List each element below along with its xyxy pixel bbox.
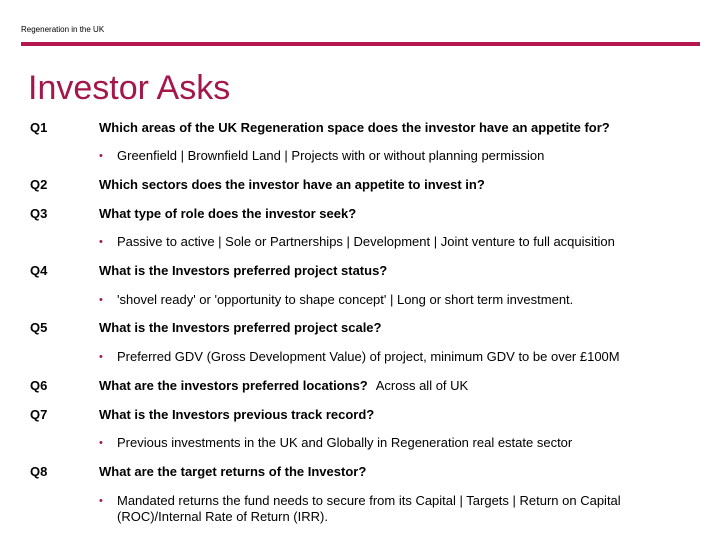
bullet-icon: •	[99, 236, 103, 248]
bullet-icon: •	[99, 437, 103, 449]
answer-text: 'shovel ready' or 'opportunity to shape concept' | Long or short term investment.	[117, 292, 574, 307]
page-title: Investor Asks	[28, 69, 231, 107]
question-number: Q6	[30, 378, 48, 393]
section-label: Regeneration in the UK	[21, 25, 105, 34]
answer-text: Greenfield | Brownfield Land | Projects with or without planning permission	[117, 148, 545, 163]
answer-q7	[99, 435, 699, 451]
answer-text: Passive to active | Sole or Partnerships | Development | Joint venture to full acquisition	[117, 234, 615, 249]
question-text: Which sectors does the investor have an appetite to invest in?	[99, 177, 485, 192]
bullet-icon: •	[99, 495, 103, 507]
question-number: Q5	[30, 320, 48, 335]
header-divider	[21, 42, 700, 46]
question-label: What are the investors preferred locations?	[99, 378, 368, 393]
question-text: What are the target returns of the Investor?	[99, 464, 367, 479]
answer-text: Preferred GDV (Gross Development Value) of project, minimum GDV to be over £100M	[117, 349, 620, 364]
question-text: What type of role does the investor seek?	[99, 206, 357, 221]
answer-q3	[99, 234, 699, 250]
answer-q1	[99, 148, 699, 164]
question-number: Q8	[30, 464, 48, 479]
question-text: Which areas of the UK Regeneration space does the investor have an appetite for?	[99, 120, 610, 135]
bullet-icon: •	[99, 150, 103, 162]
answer-q5	[99, 349, 699, 365]
inline-answer: Across all of UK	[375, 378, 469, 393]
answer-text: Previous investments in the UK and Globally in Regeneration real estate sector	[117, 435, 573, 450]
question-number: Q2	[30, 177, 48, 192]
question-number: Q4	[30, 263, 48, 278]
question-text	[99, 378, 699, 394]
answer-q8	[99, 493, 699, 525]
question-number: Q1	[30, 120, 48, 135]
bullet-icon: •	[99, 294, 103, 306]
answer-q4	[99, 292, 699, 308]
question-text: What is the Investors preferred project status?	[99, 263, 388, 278]
answer-text: Mandated returns the fund needs to secure from its Capital | Targets | Return on Capital (ROC)/Internal Rate of Return (IRR).	[117, 493, 621, 524]
bullet-icon: •	[99, 351, 103, 363]
question-text: What is the Investors preferred project scale?	[99, 320, 382, 335]
question-number: Q7	[30, 407, 48, 422]
question-text: What is the Investors previous track record?	[99, 407, 375, 422]
question-number: Q3	[30, 206, 48, 221]
